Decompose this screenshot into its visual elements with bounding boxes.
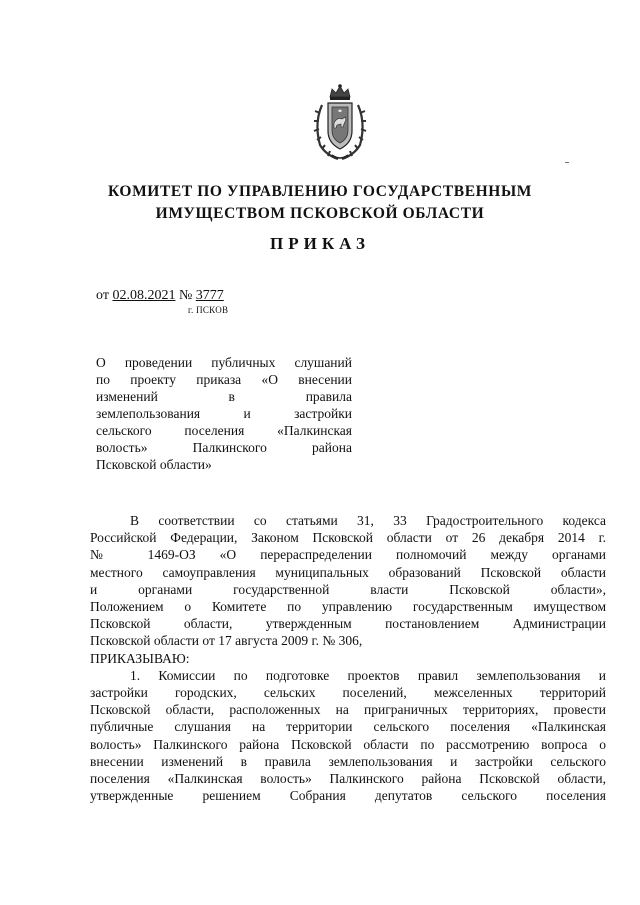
date-prefix: от (96, 288, 109, 303)
number-sign: № (178, 288, 193, 303)
committee-name-line1: КОМИТЕТ ПО УПРАВЛЕНИЮ ГОСУДАРСТВЕННЫМ (107, 183, 533, 200)
committee-name (100, 181, 540, 225)
body-line: Псковской области от 17 августа 2009 г. № 306, (90, 633, 363, 649)
subject-line: изменений в правила (96, 389, 352, 404)
body-line: местного самоуправления муниципальных образований Псковской области (90, 564, 606, 580)
body-line: волость» Палкинского района Псковской области по рассмотрению вопроса о (90, 736, 606, 752)
coat-of-arms-emblem (310, 83, 370, 163)
body-line: Псковской области, расположенных на приграничных территориях, провести (90, 702, 606, 718)
order-date-number (96, 288, 224, 304)
document-type-title: ПРИКАЗ (270, 234, 370, 253)
body-line: В соответствии со статьями 31, 33 Градостроительного кодекса (130, 513, 606, 528)
order-body (90, 512, 606, 804)
body-line: Российской Федерации, Законом Псковской области от 26 декабря 2014 г. (90, 530, 606, 546)
committee-name-line2: ИМУЩЕСТВОМ ПСКОВСКОЙ ОБЛАСТИ (155, 205, 485, 222)
subject-line: волость» Палкинского района (96, 440, 352, 455)
body-line: Положением о Комитете по управлению государственным имуществом (90, 599, 606, 615)
subject-line: Псковской области» (96, 457, 212, 472)
body-line: застройки городских, сельских поселений, межселенных территорий (90, 685, 606, 701)
scan-artifact (565, 162, 569, 163)
order-subject (96, 354, 352, 473)
order-directive: ПРИКАЗЫВАЮ: (90, 650, 190, 666)
body-line: утвержденные решением Собрания депутатов сельского поселения (90, 788, 606, 804)
body-line: публичные слушания на территории сельского поселения «Палкинская (90, 719, 606, 735)
order-number: 3777 (195, 288, 224, 303)
body-line: поселения «Палкинская волость» Палкинского района Псковской области, (90, 771, 606, 787)
body-line: 1. Комиссии по подготовке проектов правил землепользования и (130, 667, 606, 683)
subject-line: по проекту приказа «О внесении (96, 372, 352, 387)
order-date: 02.08.2021 (112, 288, 176, 303)
body-line: внесении изменений в правила землепользования и застройки сельского (90, 753, 606, 769)
body-line: Псковской области, утвержденным постановлением Администрации (90, 616, 606, 632)
body-line: № 1469-ОЗ «О перераспределении полномочий между органами (90, 547, 606, 563)
body-line: и органами государственной власти Псковской области», (90, 581, 606, 597)
subject-line: сельского поселения «Палкинская (96, 423, 352, 438)
issue-city: г. ПСКОВ (188, 305, 229, 315)
subject-line: О проведении публичных слушаний (96, 355, 352, 370)
subject-line: землепользования и застройки (96, 406, 352, 421)
